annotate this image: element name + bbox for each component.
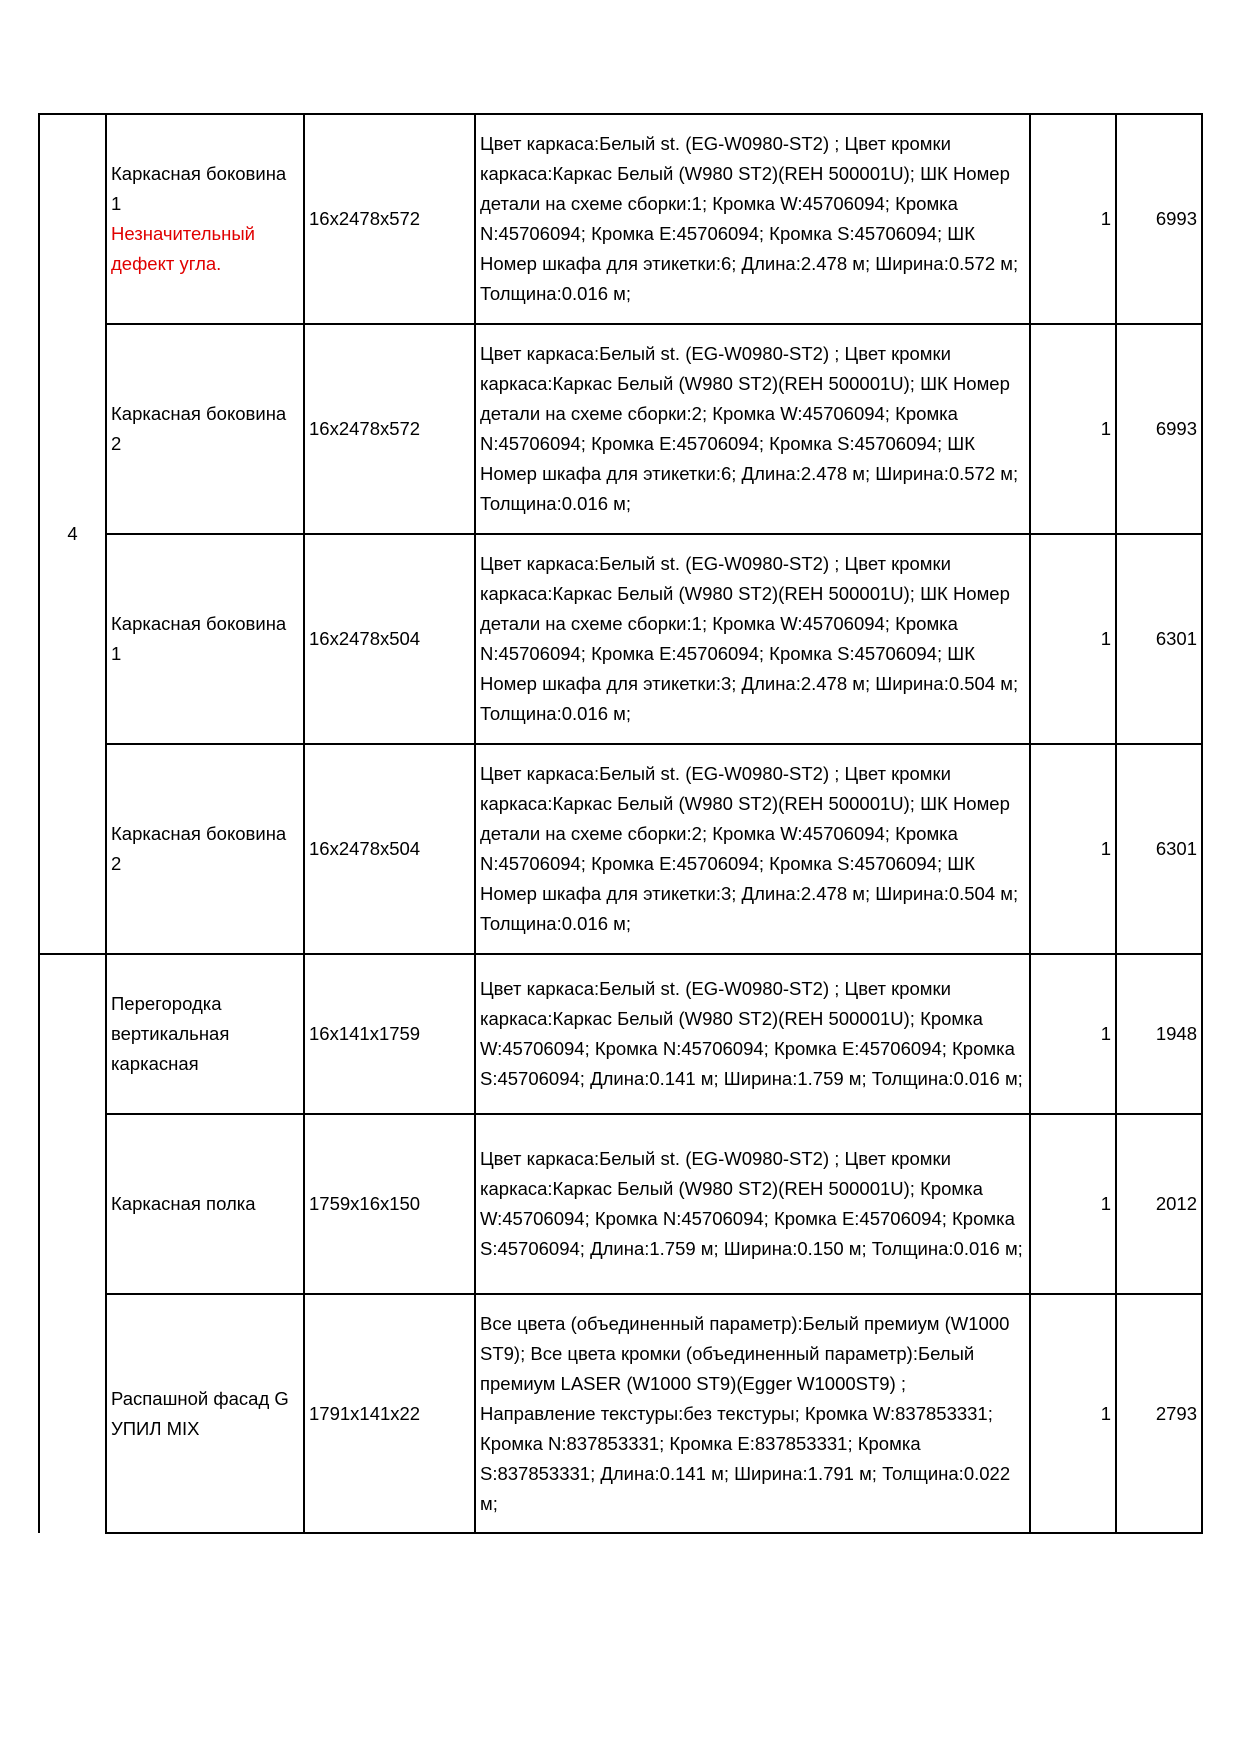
part-size: 16x2478x572: [304, 114, 475, 324]
part-size: 16x2478x504: [304, 534, 475, 744]
part-description: Цвет каркаса:Белый st. (EG-W0980-ST2) ; Цвет кромки каркаса:Каркас Белый (W980 ST2)(REH 500001U); Кромка W:45706094; Кромка N:45706094; Кромка E:45706094; Кромка S:45706094; Длина:0.141 м; Ширина:1.759 м; Толщина:0.016 м;: [475, 954, 1030, 1114]
part-quantity: 1: [1030, 324, 1116, 534]
part-description: Все цвета (объединенный параметр):Белый премиум (W1000 ST9); Все цвета кромки (объединенный параметр):Белый премиум LASER (W1000 ST9)(Egger W1000ST9) ; Направление текстуры:без текстуры; Кромка W:837853331; Кромка N:837853331; Кромка E:837853331; Кромка S:837853331; Длина:0.141 м; Ширина:1.791 м; Толщина:0.022 м;: [475, 1294, 1030, 1533]
part-price: 6301: [1116, 534, 1202, 744]
table-row: [39, 1294, 1202, 1533]
part-name: Распашной фасад G УПИЛ MIX: [106, 1294, 304, 1533]
part-size: 1759x16x150: [304, 1114, 475, 1294]
part-name: Каркасная боковина 2: [106, 744, 304, 954]
part-size: 16x2478x504: [304, 744, 475, 954]
part-description: Цвет каркаса:Белый st. (EG-W0980-ST2) ; Цвет кромки каркаса:Каркас Белый (W980 ST2)(REH 500001U); Кромка W:45706094; Кромка N:45706094; Кромка E:45706094; Кромка S:45706094; Длина:1.759 м; Ширина:0.150 м; Толщина:0.016 м;: [475, 1114, 1030, 1294]
group-number-cell: [39, 954, 106, 1533]
group-number: 4: [67, 523, 78, 544]
table-row: [39, 114, 1202, 324]
part-quantity: 1: [1030, 1294, 1116, 1533]
part-description: Цвет каркаса:Белый st. (EG-W0980-ST2) ; Цвет кромки каркаса:Каркас Белый (W980 ST2)(REH 500001U); ШК Номер детали на схеме сборки:1; Кромка W:45706094; Кромка N:45706094; Кромка E:45706094; Кромка S:45706094; ШК Номер шкафа для этикетки:3; Длина:2.478 м; Ширина:0.504 м; Толщина:0.016 м;: [475, 534, 1030, 744]
part-name: Каркасная боковина 1: [106, 534, 304, 744]
table-row: [39, 534, 1202, 744]
part-quantity: 1: [1030, 534, 1116, 744]
table-row: [39, 954, 1202, 1114]
part-description: Цвет каркаса:Белый st. (EG-W0980-ST2) ; Цвет кромки каркаса:Каркас Белый (W980 ST2)(REH 500001U); ШК Номер детали на схеме сборки:1; Кромка W:45706094; Кромка N:45706094; Кромка E:45706094; Кромка S:45706094; ШК Номер шкафа для этикетки:6; Длина:2.478 м; Ширина:0.572 м; Толщина:0.016 м;: [475, 114, 1030, 324]
table-row: [39, 324, 1202, 534]
part-price: 6993: [1116, 114, 1202, 324]
part-quantity: 1: [1030, 744, 1116, 954]
part-quantity: 1: [1030, 1114, 1116, 1294]
part-name: Каркасная боковина 1: [111, 163, 287, 214]
part-description: Цвет каркаса:Белый st. (EG-W0980-ST2) ; Цвет кромки каркаса:Каркас Белый (W980 ST2)(REH 500001U); ШК Номер детали на схеме сборки:2; Кромка W:45706094; Кромка N:45706094; Кромка E:45706094; Кромка S:45706094; ШК Номер шкафа для этикетки:6; Длина:2.478 м; Ширина:0.572 м; Толщина:0.016 м;: [475, 324, 1030, 534]
part-price: 6993: [1116, 324, 1202, 534]
part-quantity: 1: [1030, 114, 1116, 324]
part-price: 2012: [1116, 1114, 1202, 1294]
part-quantity: 1: [1030, 954, 1116, 1114]
parts-table: [38, 113, 1203, 1534]
table-row: [39, 744, 1202, 954]
part-price: 6301: [1116, 744, 1202, 954]
part-size: 16x141x1759: [304, 954, 475, 1114]
part-price: 2793: [1116, 1294, 1202, 1533]
group-number-cell: [39, 114, 106, 954]
table-row: [39, 1114, 1202, 1294]
part-size: 1791x141x22: [304, 1294, 475, 1533]
part-description: Цвет каркаса:Белый st. (EG-W0980-ST2) ; Цвет кромки каркаса:Каркас Белый (W980 ST2)(REH 500001U); ШК Номер детали на схеме сборки:2; Кромка W:45706094; Кромка N:45706094; Кромка E:45706094; Кромка S:45706094; ШК Номер шкафа для этикетки:3; Длина:2.478 м; Ширина:0.504 м; Толщина:0.016 м;: [475, 744, 1030, 954]
part-name: Каркасная боковина 2: [106, 324, 304, 534]
part-name: Перегородка вертикальная каркасная: [106, 954, 304, 1114]
part-name: Каркасная полка: [106, 1114, 304, 1294]
part-price: 1948: [1116, 954, 1202, 1114]
part-size: 16x2478x572: [304, 324, 475, 534]
defect-note: Незначительный дефект угла.: [111, 223, 256, 274]
part-name-cell: [106, 114, 304, 324]
